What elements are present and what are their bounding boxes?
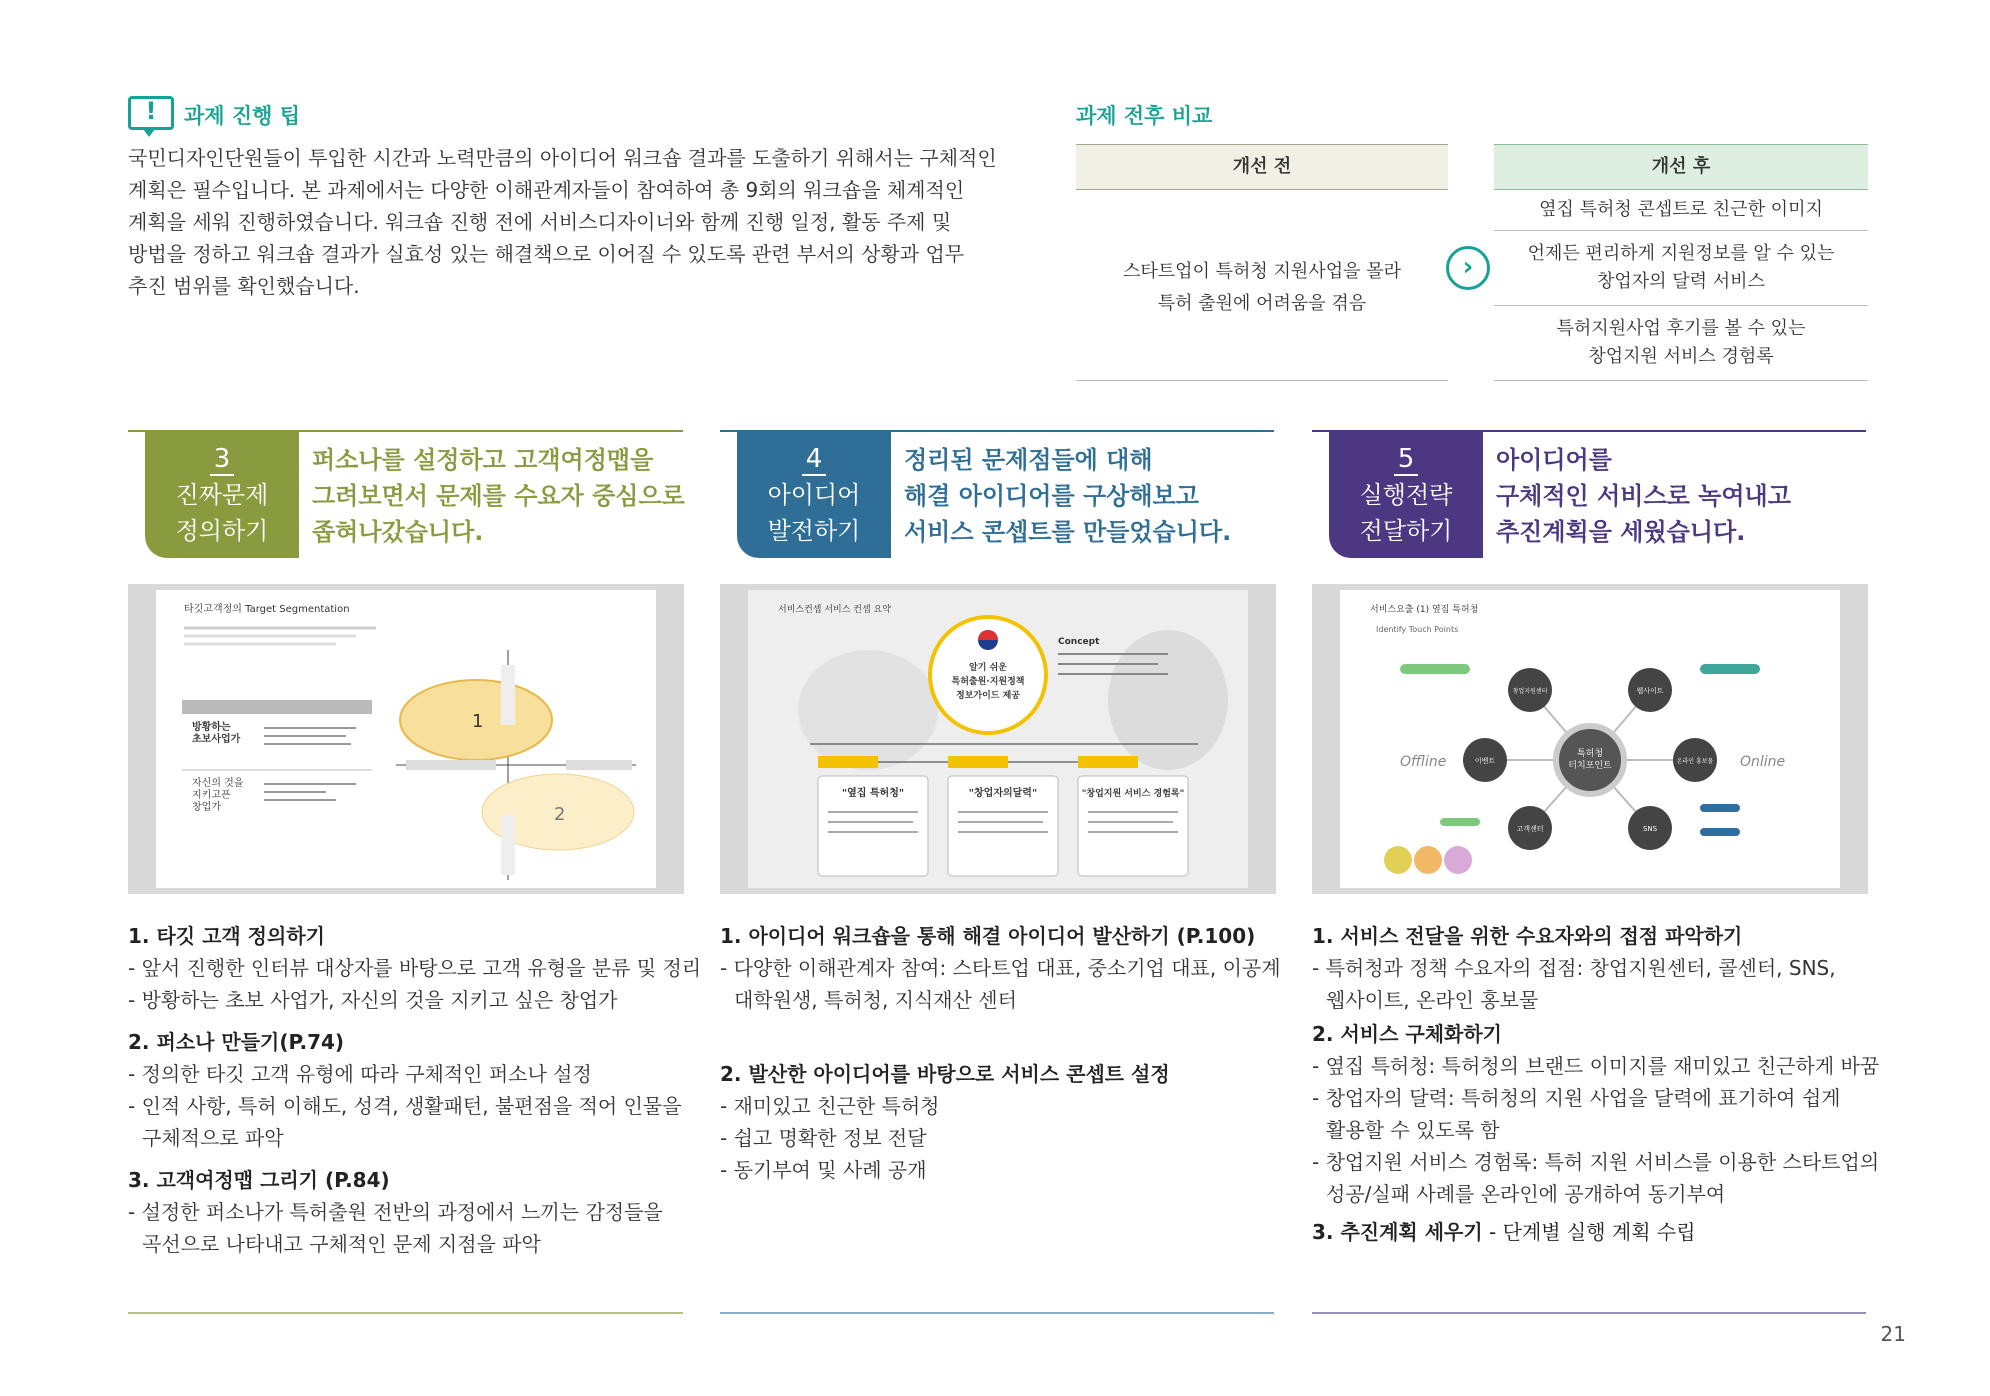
step4-thumbnail	[720, 584, 1276, 894]
list-item: - 설정한 퍼소나가 특허출원 전반의 과정에서 느끼는 감정들을	[128, 1200, 663, 1224]
exclamation-speech-icon: !	[128, 96, 174, 130]
svg-text:특허출원·지원정책: 특허출원·지원정책	[951, 677, 1025, 687]
step5-thumbnail	[1312, 584, 1868, 894]
list-item: - 재미있고 친근한 특허청	[720, 1094, 940, 1118]
svg-text:"옆집 특허청": "옆집 특허청"	[841, 788, 905, 799]
list-item: 대학원생, 특허청, 지식재산 센터	[734, 988, 1017, 1012]
svg-text:초보사업가: 초보사업가	[192, 734, 241, 745]
list-item: 웹사이트, 온라인 홍보물	[1326, 988, 1539, 1012]
list-heading: 2. 발산한 아이디어를 바탕으로 서비스 콘셉트 설정	[720, 1062, 1170, 1086]
list-item: 활용할 수 있도록 함	[1326, 1118, 1500, 1142]
step5-badge	[1329, 432, 1483, 558]
list-heading: 1. 아이디어 워크숍을 통해 해결 아이디어 발산하기 (P.100)	[720, 924, 1256, 948]
svg-text:Concept: Concept	[1058, 637, 1100, 647]
list-item: - 창업자의 달력: 특허청의 지원 사업을 달력에 표기하여 쉽게	[1312, 1086, 1841, 1110]
list-heading	[1312, 1216, 1872, 1248]
desc-line: 정리된 문제점들에 대해	[904, 446, 1153, 474]
list-item: - 동기부여 및 사례 공개	[720, 1158, 927, 1182]
list-item: - 창업지원 서비스 경험록: 특허 지원 서비스를 이용한 스타트업의	[1312, 1150, 1880, 1174]
svg-text:지키고픈: 지키고픈	[192, 790, 231, 801]
before-body	[1076, 196, 1448, 381]
list-item: 구체적으로 파악	[142, 1126, 284, 1150]
svg-text:"창업지원 서비스 경험록": "창업지원 서비스 경험록"	[1081, 789, 1185, 799]
step4-list	[720, 920, 1280, 1186]
list-item: - 특허청과 정책 수요자의 접점: 창업지원센터, 콜센터, SNS,	[1312, 956, 1836, 980]
step-number: 3	[210, 444, 235, 476]
svg-text:고객센터: 고객센터	[1516, 825, 1544, 833]
after-item-text: 특허지원사업 후기를 볼 수 있는	[1556, 318, 1806, 339]
list-heading-text: 3. 추진계획 세우기	[1312, 1220, 1483, 1244]
svg-text:자신의 것을: 자신의 것을	[192, 778, 244, 789]
svg-text:터치포인트: 터치포인트	[1568, 761, 1612, 771]
svg-text:Online: Online	[1740, 754, 1786, 770]
step-name: 정의하기	[175, 517, 269, 545]
svg-text:1: 1	[472, 711, 484, 732]
desc-line: 그려보면서 문제를 수요자 중심으로	[312, 482, 685, 510]
list-item: - 옆집 특허청: 특허청의 브랜드 이미지를 재미있고 친근하게 바꿈	[1312, 1054, 1880, 1078]
step3-thumbnail	[128, 584, 684, 894]
desc-line: 아이디어를	[1496, 446, 1612, 474]
step-name: 진짜문제	[175, 481, 269, 509]
step3-bottomline	[128, 1312, 683, 1314]
svg-text:온라인 홍보물: 온라인 홍보물	[1676, 758, 1714, 765]
step-name: 전달하기	[1359, 517, 1453, 545]
after-item	[1494, 231, 1868, 306]
list-item: 곡선으로 나타내고 구체적인 문제 지점을 파악	[142, 1232, 541, 1256]
list-heading: 2. 퍼소나 만들기(P.74)	[128, 1030, 345, 1054]
step3-list	[128, 920, 702, 1260]
step3-desc	[312, 442, 685, 550]
list-heading: 2. 서비스 구체화하기	[1312, 1022, 1502, 1046]
desc-line: 퍼소나를 설정하고 고객여정맵을	[312, 446, 654, 474]
desc-line: 구체적인 서비스로 녹여내고	[1496, 482, 1791, 510]
after-item-text: 옆집 특허청 콘셉트로 친근한 이미지	[1539, 199, 1823, 220]
step5-desc	[1496, 442, 1791, 550]
tip-line: 계획은 필수입니다. 본 과제에서는 다양한 이해관계자들이 참여하여 총 9회의 워크숍을 체계적인	[128, 178, 965, 202]
thumb-title: 타깃고객정의 Target Segmentation	[184, 604, 350, 615]
tip-line: 계획을 세워 진행하였습니다. 워크숍 진행 전에 서비스디자이너와 함께 진행 일정, 활동 주제 및	[128, 210, 952, 234]
tip-line: 추진 범위를 확인했습니다.	[128, 274, 360, 298]
svg-text:웹사이트: 웹사이트	[1636, 687, 1664, 695]
before-line: 스타트업이 특허청 지원사업을 몰라	[1123, 261, 1401, 282]
list-heading: 3. 고객여정맵 그리기 (P.84)	[128, 1168, 390, 1192]
list-heading-tail: - 단계별 실행 계획 수립	[1482, 1220, 1696, 1244]
step-name: 발전하기	[767, 517, 861, 545]
desc-line: 추진계획을 세웠습니다.	[1496, 518, 1746, 546]
desc-line: 해결 아이디어를 구상해보고	[904, 482, 1199, 510]
step4-bottomline	[720, 1312, 1274, 1314]
svg-text:창업가: 창업가	[192, 802, 221, 813]
after-item-text: 창업지원 서비스 경험록	[1588, 346, 1774, 367]
list-heading: 1. 타깃 고객 정의하기	[128, 924, 325, 948]
list-item: 성공/실패 사례를 온라인에 공개하여 동기부여	[1326, 1182, 1726, 1206]
list-item: - 쉽고 명확한 정보 전달	[720, 1126, 927, 1150]
step5-bottomline	[1312, 1312, 1866, 1314]
after-item-text: 창업자의 달력 서비스	[1597, 271, 1765, 292]
step5-list	[1312, 920, 1880, 1248]
step4-desc	[904, 442, 1231, 550]
svg-text:특허청: 특허청	[1576, 749, 1604, 759]
svg-text:이벤트: 이벤트	[1474, 757, 1496, 765]
chevron-right-circle-icon: ›	[1446, 246, 1490, 290]
svg-text:창업지원센터: 창업지원센터	[1512, 688, 1548, 695]
after-item-text: 언제든 편리하게 지원정보를 알 수 있는	[1527, 243, 1835, 264]
tip-line: 방법을 정하고 워크숍 결과가 실효성 있는 해결책으로 이어질 수 있도록 관련 부서의 상황과 업무	[128, 242, 965, 266]
step-number: 5	[1394, 444, 1419, 476]
svg-text:Identify Touch Points: Identify Touch Points	[1376, 625, 1459, 634]
desc-line: 좁혀나갔습니다.	[312, 518, 484, 546]
list-item: - 정의한 타깃 고객 유형에 따라 구체적인 퍼소나 설정	[128, 1062, 592, 1086]
svg-text:서비스컨셉 서비스 컨셉 요약: 서비스컨셉 서비스 컨셉 요약	[778, 605, 891, 615]
desc-line: 서비스 콘셉트를 만들었습니다.	[904, 518, 1232, 546]
list-item: - 방황하는 초보 사업가, 자신의 것을 지키고 싶은 창업가	[128, 988, 618, 1012]
svg-text:2: 2	[554, 804, 566, 825]
list-item: - 인적 사항, 특허 이해도, 성격, 생활패턴, 불편점을 적어 인물을	[128, 1094, 682, 1118]
svg-text:서비스요출 (1) 옆집 특허청: 서비스요출 (1) 옆집 특허청	[1370, 605, 1479, 615]
after-header: 개선 후	[1494, 144, 1868, 190]
list-item: - 다양한 이해관계자 참여: 스타트업 대표, 중소기업 대표, 이공계	[720, 956, 1281, 980]
before-line: 특허 출원에 어려움을 겪음	[1157, 293, 1367, 314]
compare-title: 과제 전후 비교	[1076, 104, 1213, 128]
step-name: 아이디어	[767, 481, 861, 509]
step-name: 실행전략	[1359, 481, 1453, 509]
step3-badge	[145, 432, 299, 558]
list-heading: 1. 서비스 전달을 위한 수요자와의 접점 파악하기	[1312, 924, 1743, 948]
svg-text:방황하는: 방황하는	[192, 722, 231, 733]
tip-body	[128, 142, 997, 302]
before-header: 개선 전	[1076, 144, 1448, 190]
tip-title: 과제 진행 팁	[184, 104, 301, 128]
step-number: 4	[802, 444, 827, 476]
svg-text:"창업자의달력": "창업자의달력"	[968, 788, 1038, 799]
after-item	[1494, 306, 1868, 381]
svg-text:SNS: SNS	[1642, 825, 1658, 833]
tip-line: 국민디자인단원들이 투입한 시간과 노력만큼의 아이디어 워크숍 결과를 도출하기 위해서는 구체적인	[128, 146, 997, 170]
svg-text:Offline: Offline	[1400, 754, 1447, 770]
svg-text:정보가이드 제공: 정보가이드 제공	[956, 691, 1020, 701]
svg-text:알기 쉬운: 알기 쉬운	[969, 663, 1007, 673]
page-number: 21	[1880, 1322, 1906, 1346]
list-item: - 앞서 진행한 인터뷰 대상자를 바탕으로 고객 유형을 분류 및 정리	[128, 956, 702, 980]
after-item	[1494, 190, 1868, 231]
step4-badge	[737, 432, 891, 558]
